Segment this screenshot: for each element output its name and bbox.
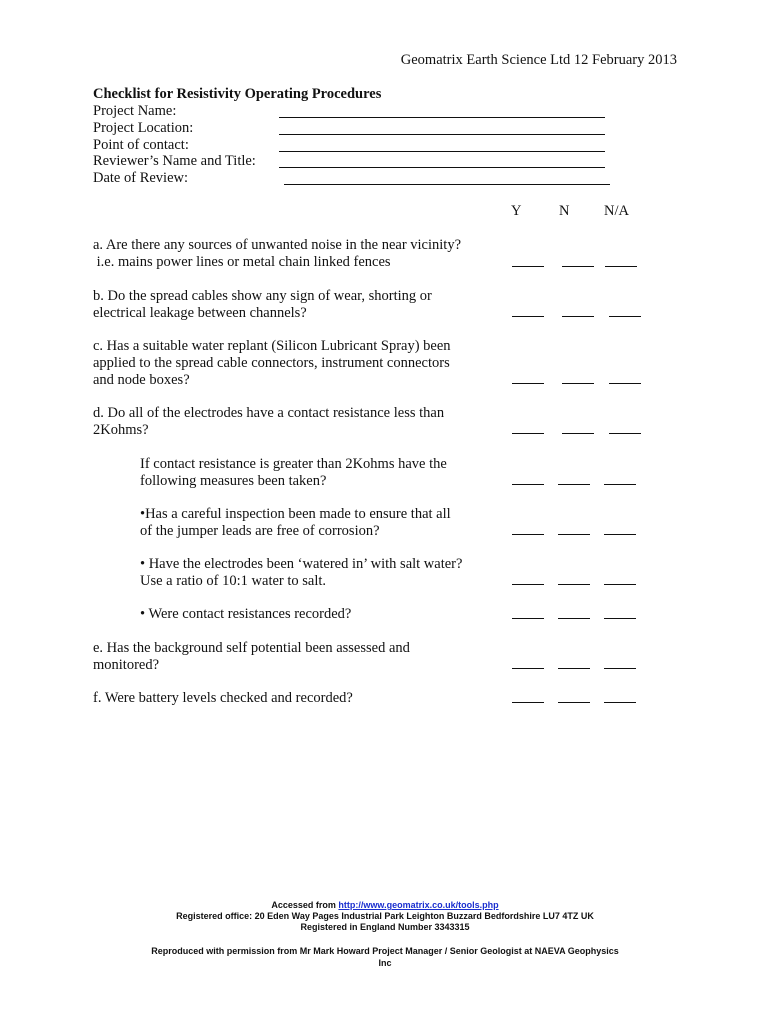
answer-blank-na[interactable] [604, 668, 636, 669]
question-d-sub-2 [140, 506, 451, 540]
field-project-location [93, 120, 613, 138]
question-text: c. Has a suitable water replant (Silicon Lubricant Spray) been [93, 338, 451, 354]
answer-blank-no[interactable] [558, 618, 590, 619]
answer-blank-no[interactable] [558, 534, 590, 535]
column-header-yes: Y [511, 203, 522, 219]
field-blank-line[interactable] [279, 151, 605, 152]
question-text: applied to the spread cable connectors, instrument connectors [93, 355, 450, 371]
question-e [93, 640, 410, 674]
answer-blank-yes[interactable] [512, 484, 544, 485]
field-label: Reviewer’s Name and Title: [93, 153, 256, 169]
answer-blank-no[interactable] [562, 383, 594, 384]
question-text: following measures been taken? [140, 473, 327, 489]
document-header: Geomatrix Earth Science Ltd 12 February 2013 [400, 52, 677, 68]
answer-blank-yes[interactable] [512, 584, 544, 585]
answer-blank-yes[interactable] [512, 534, 544, 535]
answer-blank-yes[interactable] [512, 668, 544, 669]
question-text: f. Were battery levels checked and recorded? [93, 690, 353, 706]
question-text: a. Are there any sources of unwanted noise in the near vicinity? [93, 237, 462, 253]
answer-blank-na[interactable] [604, 484, 636, 485]
answer-blank-no[interactable] [558, 484, 590, 485]
question-d-sub-1 [140, 456, 447, 490]
field-date-of-review [93, 170, 613, 188]
question-text: Use a ratio of 10:1 water to salt. [140, 573, 327, 589]
question-a [93, 237, 461, 271]
field-label: Project Name: [93, 103, 177, 119]
footer-registered-office: Registered office: 20 Eden Way Pages Industrial Park Leighton Buzzard Bedfordshire LU7 4TZ UK [176, 911, 594, 921]
column-header-na: N/A [604, 203, 629, 219]
answer-blank-yes[interactable] [512, 618, 544, 619]
footer-registration-number: Registered in England Number 3343315 [300, 922, 470, 932]
question-text: of the jumper leads are free of corrosion? [140, 523, 380, 539]
question-text: 2Kohms? [93, 422, 149, 438]
question-text: e. Has the background self potential been assessed and [93, 640, 410, 656]
question-text: • Were contact resistances recorded? [140, 606, 352, 622]
answer-blank-no[interactable] [562, 266, 594, 267]
field-blank-line[interactable] [284, 184, 610, 185]
answer-blank-yes[interactable] [512, 702, 544, 703]
answer-blank-yes[interactable] [512, 266, 544, 267]
answer-blank-no[interactable] [558, 668, 590, 669]
footer-accessed-prefix: Accessed from [271, 900, 339, 910]
answer-blank-na[interactable] [609, 383, 641, 384]
question-c [93, 338, 451, 389]
question-text: •Has a careful inspection been made to ensure that all [140, 506, 451, 522]
field-blank-line[interactable] [279, 134, 605, 135]
answer-blank-no[interactable] [558, 702, 590, 703]
question-d [93, 405, 444, 439]
answer-blank-na[interactable] [604, 534, 636, 535]
question-d-sub-4 [140, 606, 351, 623]
answer-blank-no[interactable] [562, 433, 594, 434]
field-label: Project Location: [93, 120, 194, 136]
answer-blank-yes[interactable] [512, 383, 544, 384]
question-text: i.e. mains power lines or metal chain linked fences [93, 254, 391, 270]
column-header-no: N [559, 203, 570, 219]
question-text: • Have the electrodes been ‘watered in’ with salt water? [140, 556, 463, 572]
question-text: d. Do all of the electrodes have a contact resistance less than [93, 405, 445, 421]
field-label: Point of contact: [93, 137, 189, 153]
question-text: monitored? [93, 657, 160, 673]
answer-blank-no[interactable] [558, 584, 590, 585]
source-link[interactable]: http://www.geomatrix.co.uk/tools.php [338, 900, 499, 910]
question-text: b. Do the spread cables show any sign of wear, shorting or [93, 288, 432, 304]
answer-blank-yes[interactable] [512, 316, 544, 317]
question-text: If contact resistance is greater than 2Kohms have the [140, 456, 447, 472]
question-text: electrical leakage between channels? [93, 305, 307, 321]
answer-blank-na[interactable] [604, 584, 636, 585]
field-label: Date of Review: [93, 170, 189, 186]
footer-permission-continued: Inc [378, 958, 392, 968]
footer-permission: Reproduced with permission from Mr Mark Howard Project Manager / Senior Geologist at NAEVA Geophysics [151, 946, 619, 956]
question-text: and node boxes? [93, 372, 190, 388]
answer-blank-yes[interactable] [512, 433, 544, 434]
answer-blank-na[interactable] [604, 618, 636, 619]
answer-blank-na[interactable] [609, 433, 641, 434]
checklist-title: Checklist for Resistivity Operating Procedures [93, 86, 382, 102]
answer-blank-na[interactable] [609, 316, 641, 317]
question-f [93, 690, 353, 707]
question-b [93, 288, 432, 322]
field-blank-line[interactable] [279, 117, 605, 118]
answer-blank-no[interactable] [562, 316, 594, 317]
answer-blank-na[interactable] [605, 266, 637, 267]
field-blank-line[interactable] [279, 167, 605, 168]
field-project-name [93, 103, 613, 121]
question-d-sub-3 [140, 556, 462, 590]
field-reviewer-name [93, 153, 613, 171]
answer-blank-na[interactable] [604, 702, 636, 703]
footer-accessed [0, 900, 770, 910]
